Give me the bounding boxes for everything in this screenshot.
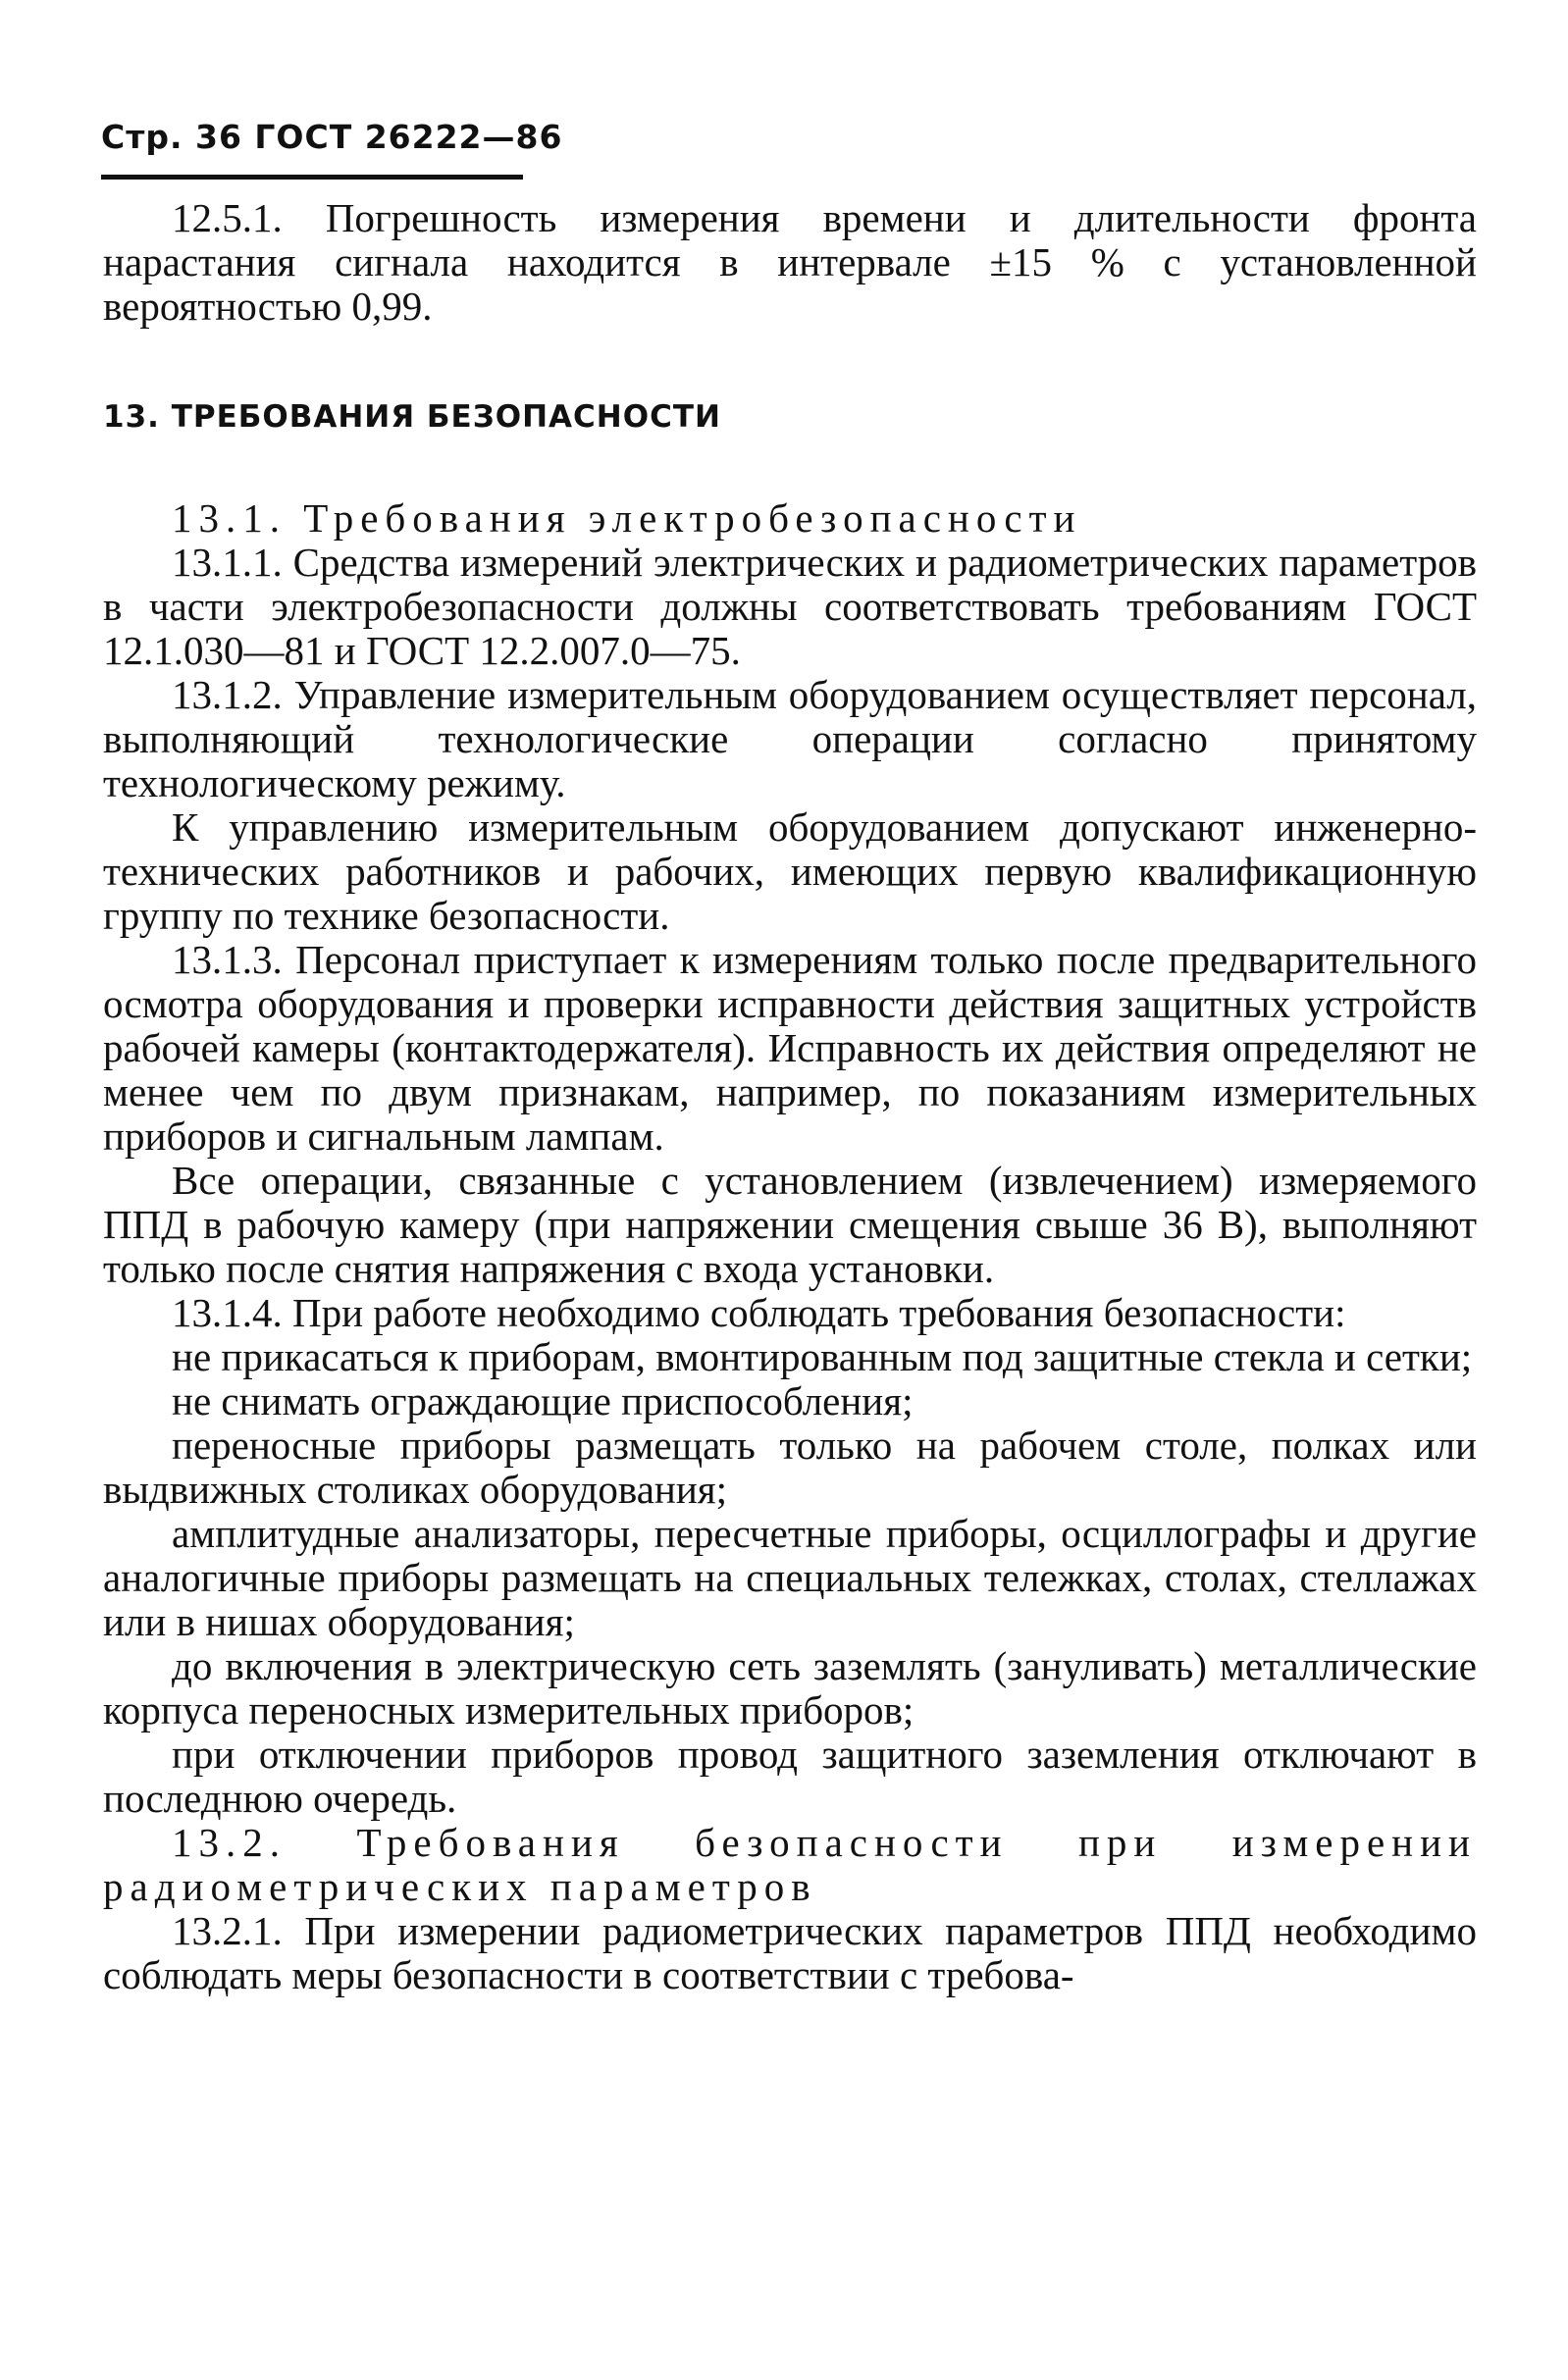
list-item-grounding: до включения в электрическую сеть заземлять (зануливать) металлические корпуса переносных измерительных приборов; [103, 1643, 1477, 1733]
subsection-heading-13-2: 13.2. Требования безопасности при измерении радиометрических параметров [103, 1820, 1477, 1909]
list-item-portable: переносные приборы размещать только на рабочем столе, полках или выдвижных столиках оборудования; [103, 1423, 1477, 1512]
section-heading: 13. ТРЕБОВАНИЯ БЕЗОПАСНОСТИ [103, 399, 721, 435]
list-item-disconnect: при отключении приборов провод защитного заземления отключают в последнюю очередь. [103, 1732, 1477, 1821]
list-item-no-touch: не прикасаться к приборам, вмонтированным под защитные стекла и сетки; [172, 1334, 1473, 1379]
paragraph-13-1-1: 13.1.1. Средства измерений электрических и радиометрических параметров в части электробезопасности должны соответствовать требованиям ГОСТ 12.1.030—81 и ГОСТ 12.2.007.0—75. [103, 540, 1477, 673]
paragraph-13-1-3: 13.1.3. Персонал приступает к измерениям только после предварительного осмотра оборудования и проверки исправности действия защитных устройств рабочей камеры (контактодержателя). Исправность их действия определяют не менее чем по двум признакам, например, по показаниям измерительных приборов и сигнальным лампам. [103, 937, 1477, 1159]
document-body [103, 196, 1477, 1997]
paragraph-13-1-2: 13.1.2. Управление измерительным оборудованием осуществляет персонал, выполняющий технологические операции согласно принятому технологическому режиму. [103, 672, 1477, 805]
header-rule [101, 175, 523, 180]
paragraph-access: К управлению измерительным оборудованием допускают инженерно-технических работников и рабочих, имеющих первую квалификационную группу по технике безопасности. [103, 804, 1477, 938]
list-item-analyzers: амплитудные анализаторы, пересчетные приборы, осциллографы и другие аналогичные приборы размещать на специальных тележках, столах, стеллажах или в нишах оборудования; [103, 1511, 1477, 1644]
list-item-no-remove: не снимать ограждающие приспособления; [172, 1378, 914, 1423]
paragraph-operations: Все операции, связанные с установлением (извлечением) измеряемого ППД в рабочую камеру (при напряжении смещения свыше 36 В), выполняют только после снятия напряжения с входа установки. [103, 1158, 1477, 1291]
paragraph-12-5-1: 12.5.1. Погрешность измерения времени и длительности фронта нарастания сигнала находится в интервале ±15 % с установленной вероятностью 0,99. [103, 195, 1477, 329]
page-header: Стр. 36 ГОСТ 26222—86 [101, 118, 563, 156]
subsection-heading-13-1: 13.1. Требования электробезопасности [172, 495, 1082, 541]
paragraph-13-2-1: 13.2.1. При измерении радиометрических параметров ППД необходимо соблюдать меры безопасности в соответствии с требова- [103, 1908, 1477, 1997]
paragraph-13-1-4: 13.1.4. При работе необходимо соблюдать требования безопасности: [172, 1290, 1346, 1335]
